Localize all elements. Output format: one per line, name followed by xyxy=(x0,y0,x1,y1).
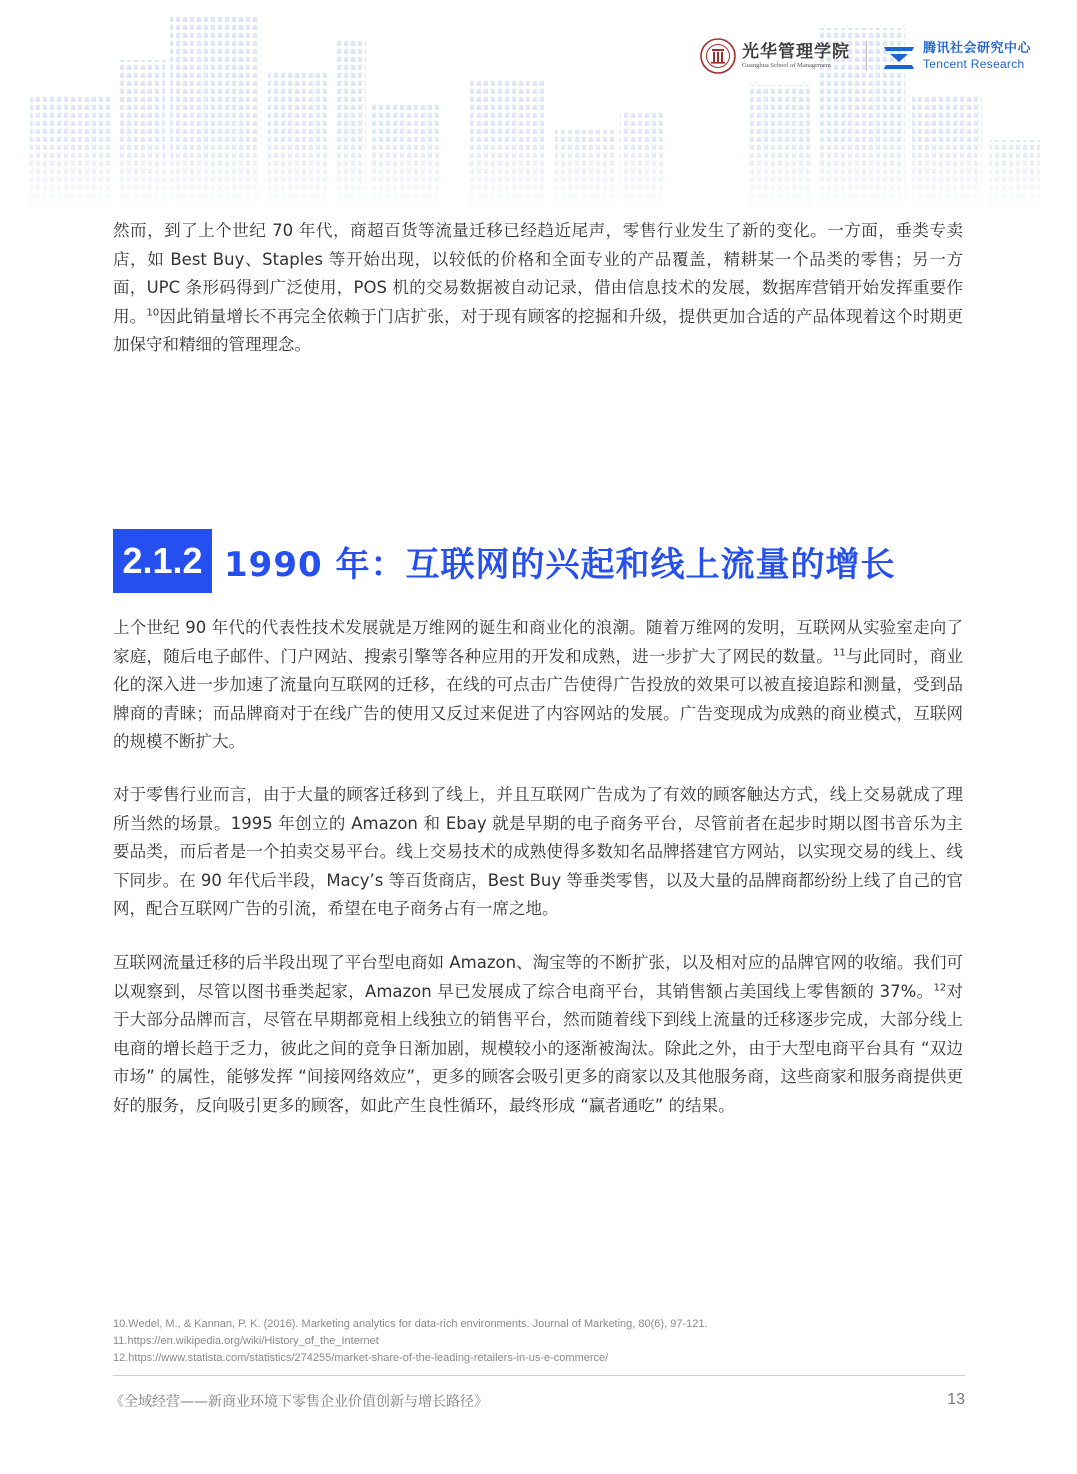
section-heading xyxy=(113,529,895,593)
skyline-background xyxy=(0,0,1077,215)
paragraph-text: 对于大部分品牌而言，尽管在早期都竟相上线独立的销售平台，然而随着线下到线上流量的迁移逐步完成，大部分线上电商的增长趋于乏力，彼此之间的竞争日渐加剧，规模较小的逐渐被淘汰。除此之外，由于大型电商平台具有 “双边市场” 的属性，能够发挥 “间接网络效应”，更多的顾客会吸引更多的商家以及其他服务商，这些商家和服务商提供更好的服务，反向吸引更多的顾客，如此产生良性循环，最终形成 “赢者通吃” 的结果。 xyxy=(113,981,963,1115)
pku-logo-name: 光华管理学院 xyxy=(741,42,850,62)
section-title: 1990 年：互联网的兴起和线上流量的增长 xyxy=(224,544,896,585)
footnote-12: 12.https://www.statista.com/statistics/274255/market-share-of-the-leading-retailers-in-us-e-commerce/ xyxy=(113,1352,609,1364)
pku-logo-english: Guanghua School of Management xyxy=(741,62,831,69)
section-number: 2.1.2 xyxy=(113,529,212,593)
paragraph-text: 上个世纪 90 年代的代表性技术发展就是万维网的诞生和商业化的浪潮。随着万维网的发明，互联网从实验室走向了家庭，随后电子邮件、门户网站、搜索引擎等各种应用的开发和成熟，进一步扩大了网民的数量。 xyxy=(113,618,963,666)
footnote-10: 10.Wedel, M., & Kannan, P. K. (2016). Marketing analytics for data-rich environments. Journal of Marketing, 80(6), 97-121. xyxy=(113,1318,708,1330)
footnotes xyxy=(113,1316,973,1367)
intro-text-a: 然而，到了上个世纪 70 年代，商超百货等流量迁移已经趋近尾声，零售行业发生了新的变化。一方面，垂类专卖店，如 Best Buy、Staples 等开始出现，以较低的价格和全面专业的产品覆盖，精耕某一个品类的零售；另一方面，UPC 条形码得到广泛使用，POS 机的交易数据被自动记录，借由信息技术的发展，数据库营销开始发挥重要作用。 xyxy=(113,221,963,326)
footnote-ref-12: 12 xyxy=(933,982,947,993)
page-number: 13 xyxy=(947,1391,965,1408)
paragraph-text: 互联网流量迁移的后半段出现了平台型电商如 Amazon、淘宝等的不断扩张，以及相对应的品牌官网的收缩。我们可以观察到，尽管以图书垂类起家，Amazon 早已发展成了综合电商平台，其销售额占美国线上零售额的 37%。 xyxy=(113,953,963,1001)
paragraph-platform-ecommerce xyxy=(113,949,963,1120)
intro-paragraph xyxy=(113,217,963,360)
footnote-ref-10: 10 xyxy=(146,307,160,318)
paragraph-retail-online: 对于零售行业而言，由于大量的顾客迁移到了线上，并且互联网广告成为了有效的顾客触达方式，线上交易就成了理所当然的场景。1995 年创立的 Amazon 和 Ebay 就是早期的电子商务平台，尽管前者在起步时期以图书音乐为主要品类，而后者是一个拍卖交易平台。线上交易技术的成熟使得多数知名品牌搭建官方网站，以实现交易的线上、线下同步。在 90 年代后半段，Macy’s 等百货商店，Best Buy 等垂类零售，以及大量的品牌商都纷纷上线了自己的官网，配合互联网广告的引流，希望在电子商务占有一席之地。 xyxy=(113,785,963,918)
footer-divider xyxy=(113,1375,965,1376)
logo-divider xyxy=(866,41,867,71)
paragraph-text: 与此同时，商业化的深入进一步加速了流量向互联网的迁移，在线的可点击广告使得广告投放的效果可以被直接追踪和测量，受到品牌商的青睐；而品牌商对于在线广告的使用又反过来促进了内容网站的发展。广告变现成为成熟的商业模式，互联网的规模不断扩大。 xyxy=(113,646,964,751)
footer-document-title: 《全域经营——新商业环境下零售企业价值创新与增长路径》 xyxy=(110,1394,488,1410)
tencent-research-icon xyxy=(881,41,917,71)
pku-seal-icon xyxy=(700,38,736,74)
tencent-logo-english: Tencent Research xyxy=(922,57,1025,71)
paragraph-web-origin xyxy=(113,614,963,757)
footnote-ref-11: 11 xyxy=(833,647,846,658)
footnote-11: 11.https://en.wikipedia.org/wiki/History_of_the_Internet xyxy=(113,1335,379,1347)
intro-text-b: 因此销量增长不再完全依赖于门店扩张，对于现有顾客的挖掘和升级，提供更加合适的产品体现着这个时期更加保守和精细的管理理念。 xyxy=(113,306,964,354)
tencent-logo-name: 腾讯社会研究中心 xyxy=(922,41,1031,56)
header-logos xyxy=(700,34,1031,78)
